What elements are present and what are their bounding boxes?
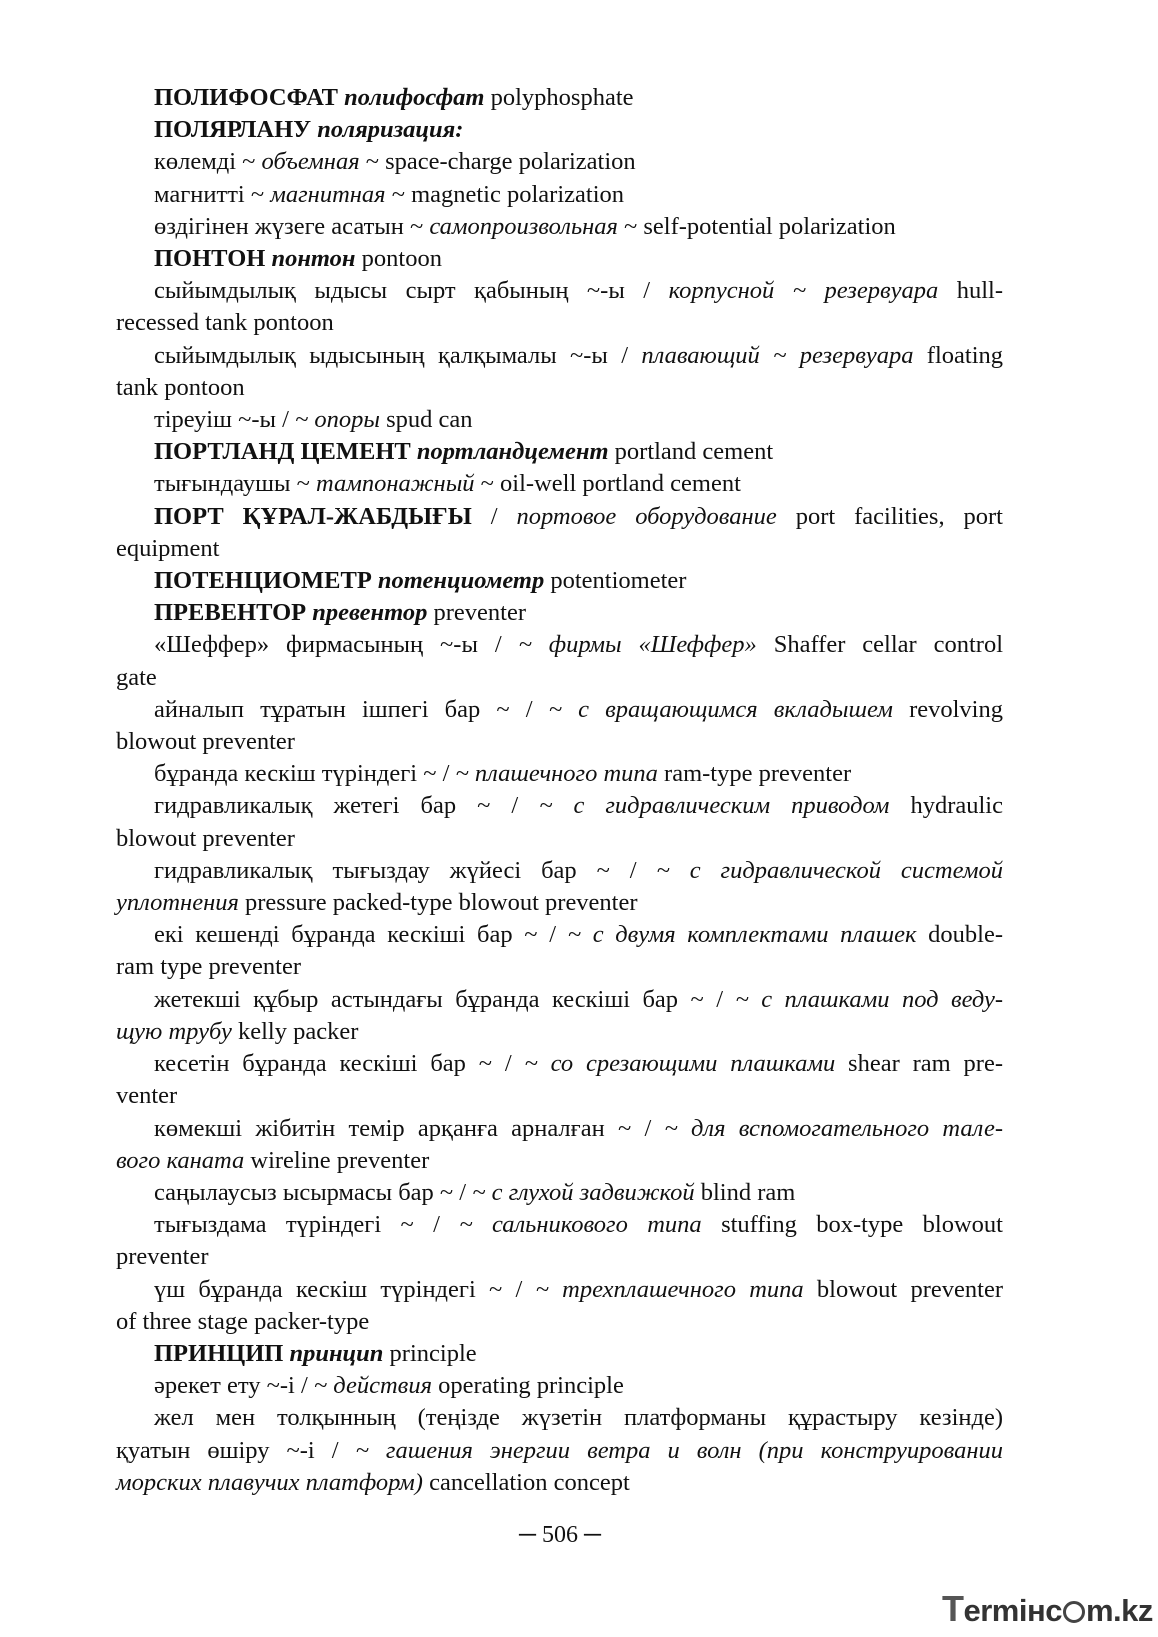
russian-term: ~ с гидравлическим приводом	[539, 792, 890, 820]
text-segment: айналып тұратын ішпегі бар ~ /	[154, 695, 549, 723]
entry-line	[116, 694, 1003, 726]
text-segment: магнитті ~	[154, 180, 271, 208]
russian-headword: понтон	[271, 245, 356, 273]
termincom-logo[interactable]	[942, 1588, 1153, 1629]
entry-line	[116, 597, 1003, 629]
entry-line	[116, 82, 1003, 114]
russian-term: ~ для вспомогательного тале-	[664, 1114, 1003, 1142]
text-segment: жел мен толқынның (теңізде жүзетін платформаны құрастыру кезінде)	[154, 1404, 1003, 1432]
russian-headword: превентор	[312, 599, 428, 627]
text-segment: «Шеффер» фирмасының ~-ы /	[154, 631, 519, 659]
russian-term: вого каната	[116, 1146, 245, 1174]
text-segment: potentiometer	[544, 567, 687, 595]
watermark-part1: ermінc	[963, 1593, 1062, 1628]
entry-line	[116, 275, 1003, 307]
entry-line	[116, 1402, 1003, 1434]
dictionary-page-body	[116, 82, 1003, 1499]
text-segment: hull-	[938, 277, 1003, 305]
russian-term: самопроизвольная	[429, 212, 618, 240]
russian-headword: полифосфат	[344, 84, 485, 111]
text-segment: port facilities, port	[776, 502, 1003, 530]
entry-line	[116, 823, 1003, 855]
entry-line	[116, 1016, 1003, 1048]
russian-term: ~ опоры	[295, 406, 380, 434]
text-segment: саңылаусыз ысырмасы бар ~ /	[154, 1178, 473, 1206]
entry-line	[116, 1048, 1003, 1080]
russian-term: ~ со срезающими плашками	[524, 1050, 836, 1078]
russian-term: объемная	[261, 148, 360, 176]
text-segment: сыйымдылық ыдысы сырт қабының ~-ы /	[154, 277, 669, 305]
text-segment: preventer	[116, 1243, 209, 1271]
text-segment: pontoon	[355, 245, 442, 273]
russian-term: ~ гашения энергии ветра и волн (при конструировании	[355, 1436, 1003, 1464]
entry-line	[116, 340, 1003, 372]
entry-line	[116, 501, 1003, 533]
entry-line	[116, 1306, 1003, 1338]
entry-line	[116, 307, 1003, 339]
text-segment: тығыздама түріндегі ~ /	[154, 1211, 460, 1239]
russian-term: ~ с вращающимся вкладышем	[548, 695, 893, 723]
russian-term: щую трубу	[116, 1017, 232, 1045]
text-segment: hydraulic	[889, 792, 1003, 820]
russian-term: ~ действия	[313, 1372, 432, 1400]
text-segment: ram-type preventer	[657, 760, 852, 788]
russian-term: уплотнения	[116, 889, 239, 917]
russian-term: ~ сальникового типа	[459, 1211, 702, 1239]
russian-term: ~ плашечного типа	[455, 760, 658, 788]
entry-line	[116, 436, 1003, 468]
text-segment: кесетін бұранда кескіші бар ~ /	[154, 1050, 525, 1078]
entry-line	[116, 984, 1003, 1016]
entry-line	[116, 565, 1003, 597]
russian-term: тампонажный	[315, 470, 475, 498]
globe-icon	[1063, 1601, 1085, 1623]
russian-term: морских плавучих платформ)	[116, 1468, 423, 1496]
russian-headword: принцип	[289, 1339, 384, 1367]
text-segment: portland cement	[608, 438, 774, 466]
text-segment: ~ magnetic polarization	[385, 180, 624, 208]
text-segment: revolving	[892, 695, 1003, 723]
text-segment: recessed tank pontoon	[116, 309, 334, 337]
text-segment: жетекші құбыр астындағы бұранда кескіші бар ~ /	[154, 985, 736, 1013]
entry-line	[116, 1338, 1003, 1370]
russian-term: корпусной ~ резервуара	[668, 277, 939, 305]
russian-term: ~ с двумя комплектами плашек	[567, 921, 917, 949]
text-segment: көлемді ~	[154, 148, 262, 176]
watermark-part2: m.kz	[1085, 1593, 1153, 1628]
headword: ПОЛЯРЛАНУ	[154, 116, 312, 144]
entry-line	[116, 1241, 1003, 1273]
text-segment: stuffing box-type blowout	[701, 1211, 1003, 1239]
russian-term: ~ фирмы «Шеффер»	[518, 631, 757, 659]
entry-line	[116, 1177, 1003, 1209]
entry-line	[116, 114, 1003, 146]
entry-line	[116, 1080, 1003, 1112]
text-segment: shear ram pre-	[835, 1050, 1003, 1078]
entry-line	[116, 404, 1003, 436]
russian-headword: портландцемент	[416, 438, 609, 466]
text-segment: ~ space-charge polarization	[359, 148, 636, 176]
text-segment: қуатын өшіру ~-і /	[116, 1436, 356, 1464]
text-segment: equipment	[116, 534, 220, 562]
entry-line	[116, 179, 1003, 211]
russian-headword: потенциометр	[377, 567, 545, 595]
entry-line	[116, 951, 1003, 983]
text-segment: гидравликалық тығыздау жүйесі бар ~ /	[154, 856, 657, 884]
text-segment: preventer	[427, 599, 527, 627]
text-segment: blowout preventer	[803, 1275, 1003, 1303]
text-segment: екі кешенді бұранда кескіші бар ~ /	[154, 921, 568, 949]
russian-term: ~ с гидравлической системой	[656, 856, 1003, 884]
text-segment: ~ oil-well portland cement	[474, 470, 741, 498]
entry-line	[116, 1274, 1003, 1306]
headword: ПОТЕНЦИОМЕТР	[154, 567, 372, 595]
text-segment: of three stage packer-type	[116, 1307, 370, 1335]
text-segment: blowout preventer	[116, 824, 295, 852]
text-segment: spud can	[380, 406, 473, 434]
text-segment: pressure packed-type blowout preventer	[238, 889, 638, 917]
entry-line	[116, 1467, 1003, 1499]
russian-term: ~ трехплашечного типа	[535, 1275, 804, 1303]
text-segment: /	[471, 502, 517, 530]
entry-line	[116, 855, 1003, 887]
entry-line	[116, 1145, 1003, 1177]
headword: ПОЛИФОСФАТ	[154, 84, 338, 111]
headword: ПОРТЛАНД ЦЕМЕНТ	[154, 438, 411, 466]
text-segment: сыйымдылық ыдысының қалқымалы ~-ы /	[154, 341, 642, 369]
entry-line	[116, 887, 1003, 919]
text-segment: Shaffer cellar control	[756, 631, 1003, 659]
text-segment: өздігінен жүзеге асатын ~	[154, 212, 430, 240]
headword: ПОНТОН	[154, 245, 266, 273]
entry-line	[116, 662, 1003, 694]
entry-line	[116, 468, 1003, 500]
entry-line	[116, 211, 1003, 243]
headword: ПРЕВЕНТОР	[154, 599, 307, 627]
entry-line	[116, 146, 1003, 178]
text-segment: ram type preventer	[116, 953, 302, 981]
entry-line	[116, 243, 1003, 275]
entry-line	[116, 372, 1003, 404]
entry-line	[116, 919, 1003, 951]
text-segment: cancellation concept	[422, 1468, 630, 1496]
entry-line	[116, 1370, 1003, 1402]
text-segment: double-	[916, 921, 1004, 949]
entry-line	[116, 1435, 1003, 1467]
entry-line	[116, 726, 1003, 758]
text-segment: tank pontoon	[116, 373, 245, 401]
entry-line	[116, 533, 1003, 565]
entry-line	[116, 758, 1003, 790]
text-segment: polyphosphate	[484, 84, 634, 111]
headword: ПРИНЦИП	[154, 1339, 284, 1367]
text-segment: wireline preventer	[244, 1146, 430, 1174]
russian-term: магнитная	[270, 180, 386, 208]
text-segment: venter	[116, 1082, 178, 1110]
text-segment: blind ram	[694, 1178, 796, 1206]
text-segment: gate	[116, 663, 157, 691]
text-segment: гидравликалық жетегі бар ~ /	[154, 792, 540, 820]
headword: ПОРТ ҚҰРАЛ-ЖАБДЫҒЫ	[154, 502, 472, 530]
text-segment: әрекет ету ~-і /	[154, 1372, 314, 1400]
russian-headword: поляризация:	[317, 116, 464, 144]
text-segment: principle	[383, 1339, 477, 1367]
text-segment: үш бұранда кескіш түріндегі ~ /	[154, 1275, 536, 1303]
entry-line	[116, 1209, 1003, 1241]
text-segment: operating principle	[431, 1372, 624, 1400]
russian-term: плавающий ~ резервуара	[641, 341, 914, 369]
page-number: ─ 506 ─	[518, 1522, 601, 1548]
text-segment: тіреуіш ~-ы /	[154, 406, 296, 434]
text-segment: бұранда кескіш түріндегі ~ /	[154, 760, 456, 788]
russian-term: ~ с плашками под веду-	[735, 985, 1003, 1013]
text-segment: kelly packer	[231, 1017, 359, 1045]
entry-line	[116, 1113, 1003, 1145]
entry-line	[116, 790, 1003, 822]
russian-term: портовое оборудование	[516, 502, 777, 530]
text-segment: blowout preventer	[116, 728, 295, 756]
text-segment: floating	[913, 341, 1003, 369]
entry-line	[116, 629, 1003, 661]
russian-term: ~ с глухой задвижкой	[472, 1178, 695, 1206]
text-segment: көмекші жібитін темір арқанға арналған ~ /	[154, 1114, 665, 1142]
text-segment: тығындаушы ~	[154, 470, 316, 498]
text-segment: ~ self-potential polarization	[617, 212, 896, 240]
watermark-lead: T	[942, 1588, 964, 1629]
